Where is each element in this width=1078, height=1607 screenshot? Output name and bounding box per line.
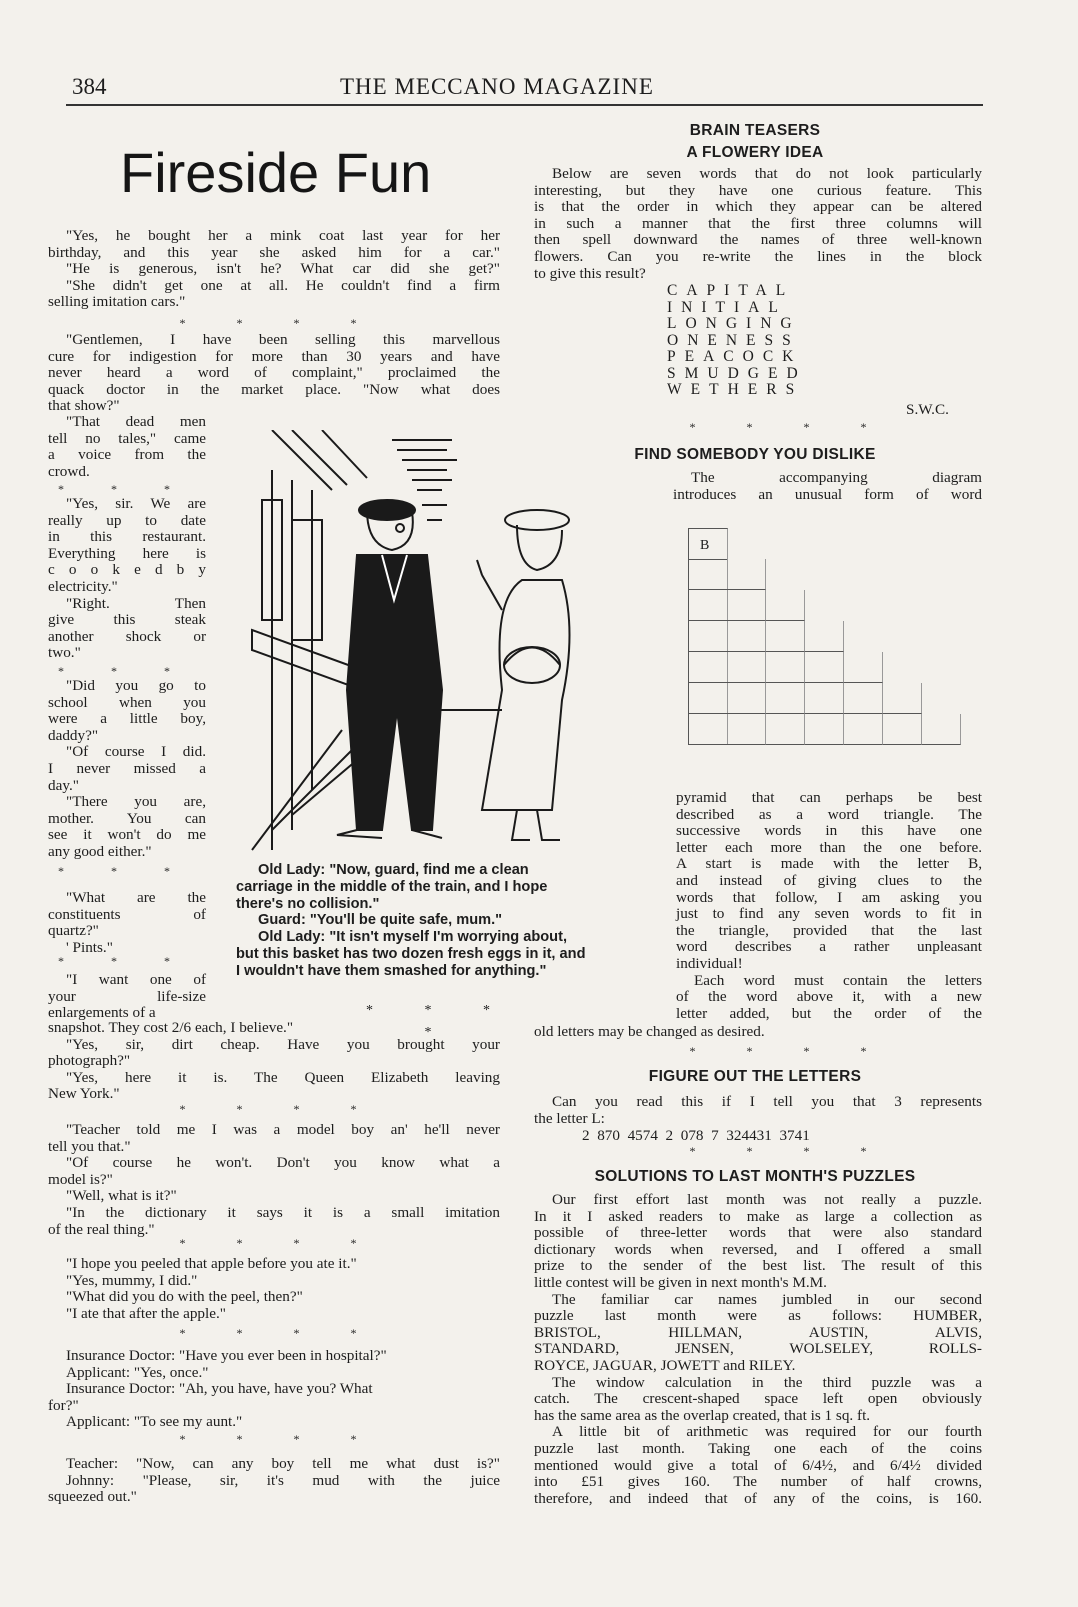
separator-stars: * * * *	[179, 316, 381, 330]
joke-enlargement-cont: snapshot. They cost 2/6 each, I believe." "Yes, sir, dirt cheap. Have you brought your photograph?" "Yes, here it is. The Queen Elizabeth leaving New York."	[48, 1019, 500, 1103]
header-rule	[66, 104, 983, 106]
word-triangle	[688, 528, 988, 778]
flowery-idea-heading: A FLOWERY IDEA	[686, 144, 824, 161]
figure-out-text: Can you read this if I tell you that 3 represents the letter L:	[534, 1093, 982, 1127]
author-initials: S.W.C.	[906, 401, 949, 418]
find-somebody-intro: The accompanying diagram introduces an unusual form of word	[673, 469, 982, 503]
separator-stars: * * * *	[689, 1144, 891, 1158]
separator-stars: * * * *	[179, 1326, 381, 1340]
joke-electricity: "Yes, sir. We are really up to date in this restaurant. Everything here is c o o k e d b y electricity." "Right. Then give this steak another shock or two."	[48, 495, 206, 662]
find-somebody-heading: FIND SOMEBODY YOU DISLIKE	[634, 446, 876, 463]
find-somebody-text: pyramid that can perhaps be best described as a word triangle. The successive words in this have one letter each more than the one before. A start is made with the letter B, and instead of giving clues to the words that follow, I am asking you just to find any seven words to fit in the triangle, provided that the last word describes a rather unpleasant individual! Each word must contain the letters of the word above it, with a new letter added, but the order of the	[676, 789, 982, 1022]
separator-stars: * * *	[58, 954, 192, 968]
old-lady-figure	[477, 510, 570, 840]
cartoon-illustration	[232, 430, 652, 890]
cartoon-caption: Old Lady: "Now, guard, find me a clean carriage in the middle of the train, and I hope there's no collision." Guard: "You'll be quite safe, mum." Old Lady: "It isn't myself I'm worrying about, but this basket has two dozen fresh eggs in it, and I wouldn't have them smashed for anything."	[236, 862, 586, 979]
joke-enlargement: "I want one of your life-size enlargements of a	[48, 971, 206, 1022]
find-somebody-tail: old letters may be changed as desired.	[534, 1023, 765, 1040]
separator-stars: * * *	[58, 864, 192, 878]
guard-figure	[337, 500, 442, 838]
flowery-idea-text: Below are seven words that do not look particularly interesting, but they have one curious feature. This is that the order in which they appear can be altered in such a manner that the first three columns will then spell downward the names of three well-known flowers. Can you re-write the lines in the block to give this result?	[534, 165, 982, 282]
separator-stars: * * * *	[366, 1003, 514, 1040]
separator-stars: * * * *	[689, 420, 891, 434]
separator-stars: * * * *	[179, 1102, 381, 1116]
separator-stars: * * *	[58, 664, 192, 678]
solutions-text: Our first effort last month was not really a puzzle. In it I asked readers to make as large a collection as possible of three-letter words that were also standard dictionary words when reversed, and I offered a small prize to the sender of the best list. The result of this little contest will be given in next month's M.M. The familiar car names jumbled in our second puzzle last month were as follows: HUMBER, BRISTOL, HILLMAN, AUSTIN, ALVIS, STANDARD, JENSEN, WOLSELEY, ROLLS- ROYCE, JAGUAR, JOWETT and RILEY. The window calculation in the third puzzle was a catch. The crescent-shaped space left open obviously has the same area as the overlap created, that is 1 sq. ft. A little bit of arithmetic was required for our fourth puzzle last month. Taking one each of the coins mentioned would give a total of 6/4½, and 6/4½ divided into £51 gives 160. The number of half crowns, therefore, and indeed that of any of the coins, is 160.	[534, 1191, 982, 1507]
article-title: Fireside Fun	[120, 141, 432, 204]
solutions-heading: SOLUTIONS TO LAST MONTH'S PUZZLES	[594, 1168, 916, 1185]
word-block: CAPITAL INITIAL LONGING ONENESS PEACOCK SMUDGED WETHERS	[667, 282, 807, 398]
joke-quack-doctor: "Gentlemen, I have been selling this marvellous cure for indigestion for more than 30 years and have never heard a word of complaint," proclaimed the quack doctor in the market place. "Now what does that show?"	[48, 331, 500, 415]
separator-stars: * * * *	[179, 1236, 381, 1250]
joke-model-boy: "Teacher told me I was a model boy an' he'll never tell you that." "Of course he won't. Don't you know what a model is?" "Well, what is it?" "In the dictionary it says it is a small imitation of the real thing."	[48, 1121, 500, 1238]
magazine-title: THE MECCANO MAGAZINE	[340, 74, 654, 99]
separator-stars: * * * *	[689, 1044, 891, 1058]
joke-insurance: Insurance Doctor: "Have you ever been in hospital?" Applicant: "Yes, once." Insurance Doctor: "Ah, you have, have you? What for?" Applicant: "To see my aunt."	[48, 1347, 387, 1431]
page-number: 384	[72, 74, 107, 99]
joke-apple: "I hope you peeled that apple before you ate it." "Yes, mummy, I did." "What did you do with the peel, then?" "I ate that after the apple."	[66, 1255, 357, 1322]
joke-quartz: "What are the constituents of quartz?" ' Pints."	[48, 889, 206, 956]
figure-out-heading: FIGURE OUT THE LETTERS	[648, 1068, 862, 1085]
code-line: 2 870 4574 2 078 7 324431 3741	[582, 1127, 810, 1144]
joke-school: "Did you go to school when you were a little boy, daddy?" "Of course I did. I never missed a day." "There you are, mother. You can see it won't do me any good either."	[48, 677, 206, 860]
separator-stars: * * * *	[179, 1432, 381, 1446]
joke-dead-men: "That dead men tell no tales," came a voice from the crowd.	[48, 413, 206, 480]
triangle-start-letter: B	[700, 538, 710, 553]
joke-dust: Teacher: "Now, can any boy tell me what dust is?" Johnny: "Please, sir, it's mud with the juice squeezed out."	[48, 1455, 500, 1506]
joke-mink-coat: "Yes, he bought her a mink coat last year for her birthday, and this year she asked him for a car." "He is generous, isn't he? What car did she get?" "She didn't get one at all. He couldn't find a firm selling imitation cars."	[48, 227, 500, 311]
brain-teasers-heading: BRAIN TEASERS	[689, 122, 821, 139]
separator-stars: * * *	[58, 482, 192, 496]
